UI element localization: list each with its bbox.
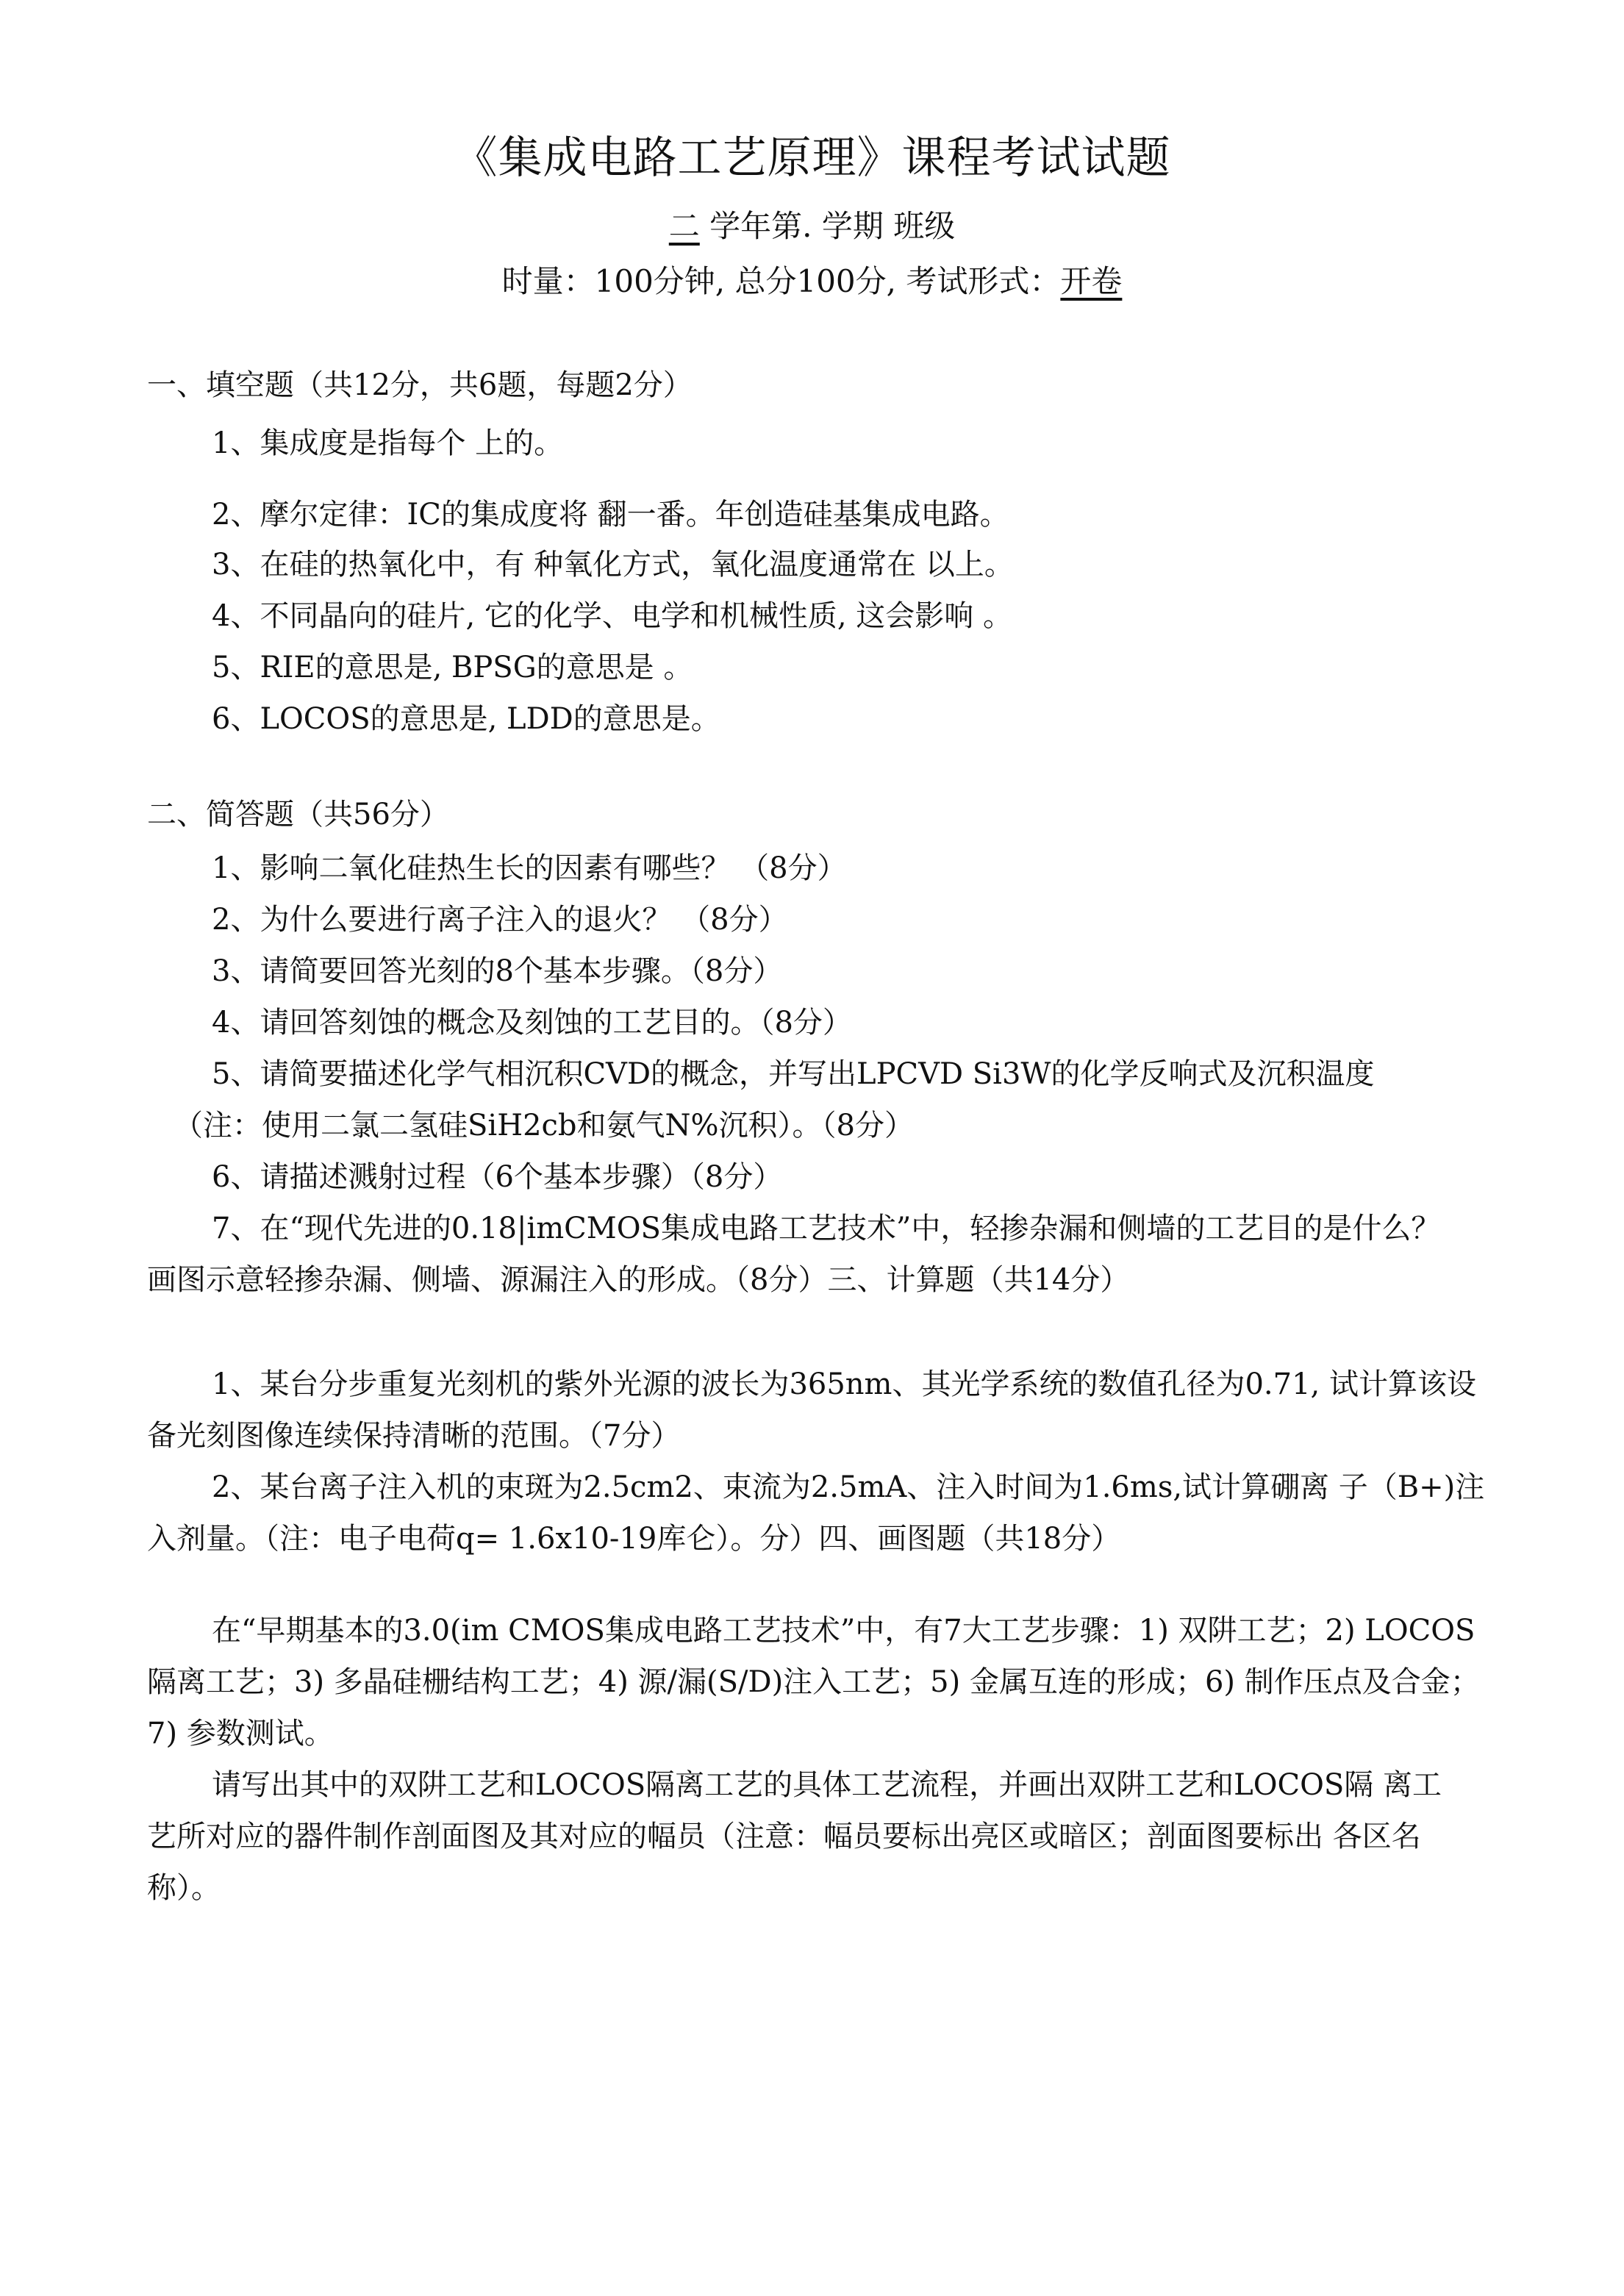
short-answer-item-6: 6、请描述溅射过程（6个基本步骤）（8分） bbox=[212, 1160, 783, 1194]
section-short-answer-heading: 二、简答题（共56分） bbox=[147, 798, 449, 832]
exam-form-value: 开卷 bbox=[1060, 263, 1123, 299]
short-answer-item-5-note: （注：使用二氯二氢硅SiH2cb和氨气N%沉积）。（8分） bbox=[174, 1109, 914, 1142]
short-answer-item-5: 5、请简要描述化学气相沉积CVD的概念，并写出LPCVD Si3W的化学反响式及沉积温度 bbox=[212, 1057, 1375, 1091]
term-year-blank: 二 bbox=[668, 208, 700, 244]
fill-blank-item-3: 3、在硅的热氧化中，有 种氧化方式，氧化温度通常在 以上。 bbox=[212, 548, 1014, 582]
calc-item-2-cont: 入剂量。（注：电子电荷q= 1.6x10-19库仑）。分）四、画图题（共18分） bbox=[147, 1522, 1121, 1556]
calc-item-2: 2、某台离子注入机的束斑为2.5cm2、束流为2.5mA、注入时间为1.6ms,试计算硼离 子（B+)注 bbox=[212, 1470, 1485, 1504]
drawing-para-1-line-3: 7) 参数测试。 bbox=[147, 1717, 334, 1750]
drawing-para-2-line-1: 请写出其中的双阱工艺和LOCOS隔离工艺的具体工艺流程，并画出双阱工艺和LOCOS隔 离工 bbox=[212, 1768, 1442, 1802]
fill-blank-item-1: 1、集成度是指每个 上的。 bbox=[212, 426, 564, 460]
fill-blank-item-2: 2、摩尔定律：IC的集成度将 翻一番。年创造硅基集成电路。 bbox=[212, 498, 1009, 532]
exam-meta-line bbox=[0, 261, 1624, 302]
exam-meta-text: 时量：100分钟, 总分100分, 考试形式： bbox=[501, 263, 1061, 299]
short-answer-item-7: 7、在“现代先进的0.18|imCMOS集成电路工艺技术”中，轻掺杂漏和侧墙的工艺目的是什么？ bbox=[212, 1212, 1441, 1245]
short-answer-item-7-cont: 画图示意轻掺杂漏、侧墙、源漏注入的形成。（8分）三、计算题（共14分） bbox=[147, 1263, 1130, 1297]
short-answer-item-2: 2、为什么要进行离子注入的退火？ （8分） bbox=[212, 903, 788, 937]
short-answer-item-3: 3、请简要回答光刻的8个基本步骤。（8分） bbox=[212, 954, 783, 988]
fill-blank-item-4: 4、不同晶向的硅片, 它的化学、电学和机械性质, 这会影响 。 bbox=[212, 599, 1013, 633]
drawing-para-2-line-2: 艺所对应的器件制作剖面图及其对应的幅员（注意：幅员要标出亮区或暗区；剖面图要标出 各区名 bbox=[147, 1820, 1421, 1853]
drawing-para-1-line-1: 在“早期基本的3.0(im CMOS集成电路工艺技术”中，有7大工艺步骤：1) 双阱工艺；2) LOCOS bbox=[212, 1614, 1475, 1648]
short-answer-item-4: 4、请回答刻蚀的概念及刻蚀的工艺目的。（8分） bbox=[212, 1006, 852, 1040]
exam-title: 《集成电路工艺原理》课程考试试题 bbox=[453, 132, 1171, 184]
term-line bbox=[0, 206, 1624, 247]
section-fill-blank-heading: 一、填空题（共12分，共6题，每题2分） bbox=[147, 368, 693, 402]
fill-blank-item-5: 5、RIE的意思是, BPSG的意思是 。 bbox=[212, 651, 693, 684]
calc-item-1: 1、某台分步重复光刻机的紫外光源的波长为365nm、其光学系统的数值孔径为0.71, 试计算该设 bbox=[212, 1367, 1476, 1401]
calc-item-1-cont: 备光刻图像连续保持清晰的范围。（7分） bbox=[147, 1419, 681, 1453]
drawing-para-1-line-2: 隔离工艺；3) 多晶硅栅结构工艺；4) 源/漏(S/D)注入工艺；5) 金属互连的形成；6) 制作压点及合金； bbox=[147, 1665, 1480, 1699]
fill-blank-item-6: 6、LOCOS的意思是, LDD的意思是。 bbox=[212, 702, 720, 736]
drawing-para-2-line-3: 称）。 bbox=[147, 1871, 221, 1905]
term-text: 学年第. 学期 班级 bbox=[699, 208, 956, 244]
short-answer-item-1: 1、影响二氧化硅热生长的因素有哪些？ （8分） bbox=[212, 851, 847, 885]
